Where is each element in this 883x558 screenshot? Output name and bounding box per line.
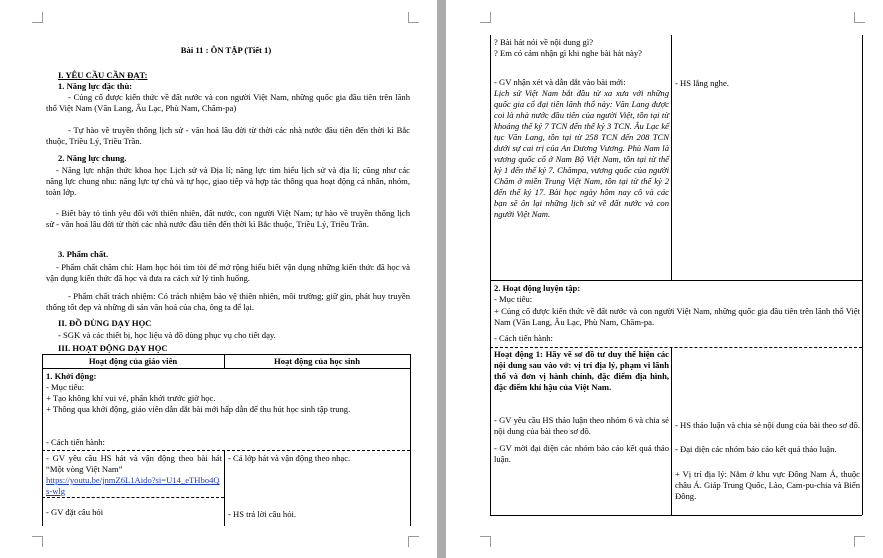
table-text: - HS thảo luận và chia sẻ nội dung của bài theo sơ đồ. [675,420,860,430]
table-border [42,497,224,498]
table-text: - Mục tiêu: [46,382,85,392]
crop-mark [854,536,865,547]
table-text: + Củng cố được kiến thức về đất nước và con người Việt Nam, những quốc gia đầu tiên trên lãnh thổ Việt Nam (Văn Lang, Âu Lạc, Phù Nam, Chăm-pa. [494,306,860,327]
table-border [42,450,410,451]
crop-mark [854,12,865,23]
table-text-italic: Lịch sử Việt Nam bắt đầu từ xa xưa với những quốc gia cổ đại tiên lãnh thổ này: Văn Lang được coi là nhà nước đầu tiên của người Việt, tồn tại từ khoảng thế kỷ 7 TCN đến thế kỷ 3 TCN. Âu Lạc kế tục Văn Lang, tồn tại từ 258 TCN đến 208 TCN dưới sự cai trị của An Dương Vương. Phù Nam là vương quốc cổ ở Nam Bộ Việt Nam, tồn tại từ thế kỷ 1 đến thế kỷ 7. Chămpa, vương quốc của người Chăm ở miền Trung Việt Nam, tồn tại từ thế kỷ 2 đến thế kỷ 17. Bài học ngày hôm nay cô và các bạn sẽ ôn lại những lịch sử về đất nước và con người Việt Nam. [494,88,669,219]
table-border [671,35,672,280]
document-page-right [446,0,883,558]
table-header-student: Hoạt động của học sinh [274,356,360,366]
paragraph: - Biết bày tỏ tình yêu đối với thiên nhiên, đất nước, con người Việt Nam; tự hào về truyền thống lịch sử - văn hoá lâu đời từ thời các nhà nước đầu tiên đến thời kì Bắc thuộc, Triều Lý, Triều Trần. [46,208,410,229]
table-text: ? Bài hát nói về nội dung gì? [494,37,594,47]
table-text: - Mục tiêu: [494,294,533,304]
table-text: - HS trả lời câu hỏi. [228,509,297,519]
table-text: - GV đặt câu hỏi [46,507,104,517]
table-text: - Cả lớp hát và vận động theo nhạc. [228,453,351,463]
paragraph: - Phẩm chất chăm chỉ: Ham học hỏi tìm tòi để mở rộng hiểu biết vận dụng những kiến thức đã học và vận dụng kiến thức đã học và đưa ra cách xử lý tình huống. [46,262,410,283]
crop-mark [480,12,491,23]
table-text: - HS lắng nghe. [675,78,729,88]
document-page-left [0,0,437,558]
table-border [224,450,225,526]
activity-task-heading: Hoạt động 1: Hãy vẽ sơ đồ tư duy thể hiện các nội dung sau vào vở: vị trí địa lý, phạm vi lãnh thổ và đơn vị hành chính, đặc điểm địa hình, đặc điểm khí hậu của Việt Nam. [494,349,669,392]
table-border [862,35,863,515]
activity-heading: 2. Hoạt động luyện tập: [494,283,581,293]
table-border [42,354,43,526]
section-heading-materials: II. ĐỒ DÙNG DẠY HỌC [58,318,152,328]
paragraph: - Năng lực nhận thức khoa học Lịch sử và Địa lí; năng lực tìm hiểu lịch sử và địa lí; cũng như các năng lực chung nhu: năng lực tự chủ và tự học, giao tiếp và hợp tác thông qua hoạt động cá nhân, nhóm, toàn lớp. [46,165,410,197]
table-border [42,354,410,355]
table-border [224,354,225,368]
youtube-link[interactable]: https://youtu.be/jnmZ6L1Aido?si=U14_eTHbo4Qs-wlg [46,475,220,496]
crop-mark [408,12,419,23]
subsection-heading: 1. Năng lực đặc thù: [58,81,133,91]
table-text: - Cách tiến hành: [494,333,553,343]
table-text: - GV mời đại diện các nhóm báo cáo kết quả thảo luận. [494,443,669,464]
paragraph: - Củng cố được kiến thức về đất nước và con người Việt Nam, những quốc gia đầu tiên trên lãnh thổ Việt Nam (Văn Lang, Âu Lạc, Phù Nam, Chăm-pa) [46,92,410,113]
table-text: - GV nhận xét và dẫn dắt vào bài mới: [494,77,626,87]
table-header-teacher: Hoạt động của giáo viên [88,356,178,366]
lesson-title: Bài 11 : ÔN TẬP (Tiết 1) [180,45,272,55]
section-heading-activities: III. HOẠT ĐỘNG DẠY HỌC [58,343,168,353]
paragraph: - Phẩm chất trách nhiệm: Có trách nhiệm bảo vệ thiên nhiên, môi trường; giữ gìn, phát huy truyền thống tốt đẹp và những di sản văn hoá của cha, ông ta để lại. [46,291,410,312]
crop-mark [480,536,491,547]
table-text: + Tạo không khí vui vẻ, phấn khởi trước giờ học. [46,393,216,403]
subsection-heading: 3. Phẩm chất. [58,249,109,259]
table-text: - Cách tiến hành: [46,437,105,447]
table-text: - GV yêu cầu HS thảo luận theo nhóm 6 và chia sẻ nội dung của bài theo sơ đồ. [494,415,669,436]
table-text: - GV yêu cầu HS hát và vận động theo bài hát “Một vòng Việt Nam” [46,453,222,474]
table-border [42,368,410,369]
table-border [490,515,862,516]
table-border [490,347,862,348]
activity-heading: 1. Khởi động: [46,371,97,381]
table-border [410,354,411,526]
crop-mark [32,536,43,547]
table-border [671,347,672,515]
table-text: ? Em có cảm nhận gì khi nghe bài hát này? [494,48,642,58]
table-text: - Đại diện các nhóm báo cáo kết quả thảo luận. [675,444,837,454]
crop-mark [408,536,419,547]
paragraph: - SGK và các thiết bị, học liệu và đồ dùng phục vụ cho tiết dạy. [58,330,276,340]
crop-mark [32,12,43,23]
table-border [490,280,862,281]
table-text: + Vị trí địa lý: Nằm ở khu vực Đông Nam Á, thuộc châu Á. Giáp Trung Quốc, Lào, Cam-pu-chia và Biển Đông. [675,469,860,501]
section-heading-objectives: I. YÊU CẦU CẦN ĐẠT: [58,70,148,80]
paragraph: - Tự hào về truyền thống lịch sử - văn hoá lâu đời từ thời các nhà nước đầu tiên đến thời kì Bắc thuộc, Triều Lý, Triều Trần. [46,125,410,146]
table-text: + Thông qua khởi động, giáo viên dẫn dắt bài mới hấp dẫn để thu hút học sinh tập trung. [46,404,351,414]
subsection-heading: 2. Năng lực chung. [58,153,127,163]
table-border [490,35,491,515]
